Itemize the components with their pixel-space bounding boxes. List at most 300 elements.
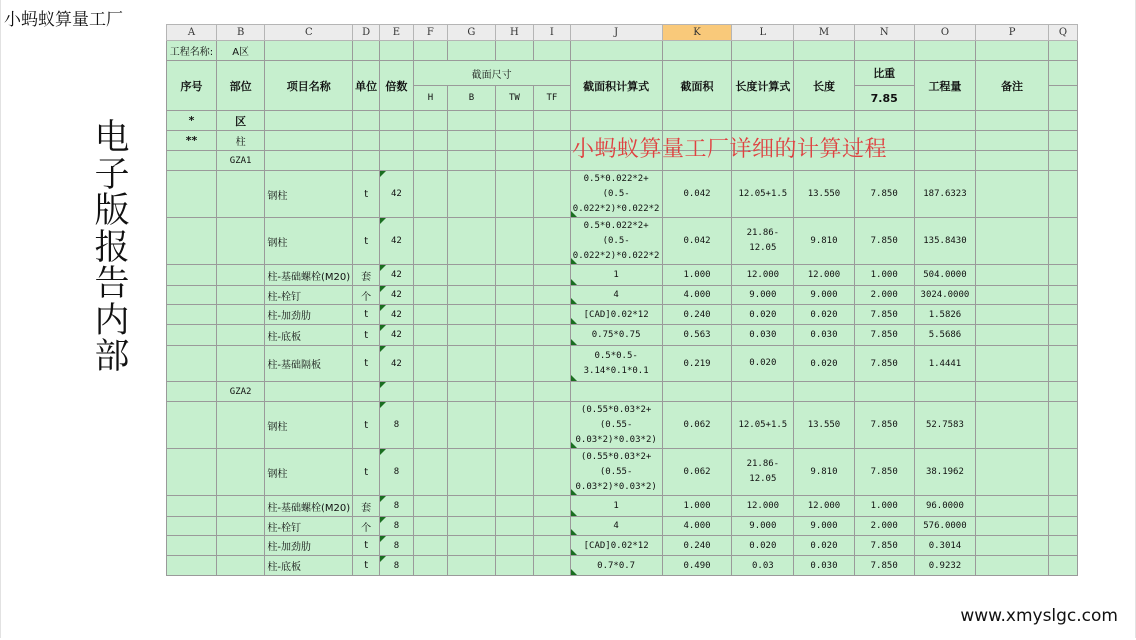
cell-mult[interactable]: 42	[380, 265, 414, 286]
cell-area[interactable]: 4.000	[662, 286, 732, 305]
cell[interactable]	[1048, 61, 1077, 86]
cell[interactable]	[1048, 171, 1077, 218]
cell-tf[interactable]	[534, 325, 571, 346]
cell[interactable]	[1048, 41, 1077, 61]
header-tw[interactable]: TW	[495, 86, 533, 111]
cell[interactable]	[1048, 536, 1077, 556]
cell-area[interactable]: 0.219	[662, 346, 732, 382]
cell-h[interactable]	[413, 449, 447, 496]
cell-remark[interactable]	[976, 305, 1049, 325]
cell-quantity[interactable]: 576.0000	[914, 517, 975, 536]
cell-seq[interactable]	[167, 449, 217, 496]
project-label[interactable]: 工程名称:	[167, 41, 217, 61]
cell-unit[interactable]: t	[353, 449, 380, 496]
header-density-label[interactable]: 比重	[854, 61, 914, 86]
cell-tf[interactable]	[534, 171, 571, 218]
cell-length[interactable]: 13.550	[794, 402, 854, 449]
cell-mult[interactable]: 42	[380, 218, 414, 265]
cell[interactable]	[353, 151, 380, 171]
cell-seq[interactable]	[167, 517, 217, 536]
cell[interactable]	[1048, 286, 1077, 305]
col-header-b[interactable]: B	[216, 25, 265, 41]
cell-tf[interactable]	[534, 449, 571, 496]
cell[interactable]	[413, 151, 447, 171]
group-name[interactable]: GZA1	[216, 151, 265, 171]
cell-remark[interactable]	[976, 325, 1049, 346]
cell-b[interactable]	[448, 402, 496, 449]
cell-b[interactable]	[448, 449, 496, 496]
header-quantity[interactable]: 工程量	[914, 61, 975, 111]
cell-tw[interactable]	[495, 496, 533, 517]
cell-density[interactable]: 2.000	[854, 517, 914, 536]
cell-len-formula[interactable]: 0.03	[732, 556, 794, 576]
header-item[interactable]: 项目名称	[265, 61, 353, 111]
cell-remark[interactable]	[976, 517, 1049, 536]
cell-tf[interactable]	[534, 402, 571, 449]
cell-unit[interactable]: 套	[353, 496, 380, 517]
cell-area[interactable]: 0.062	[662, 449, 732, 496]
cell[interactable]	[448, 41, 496, 61]
cell-part[interactable]	[216, 346, 265, 382]
col-header-n[interactable]: N	[854, 25, 914, 41]
cell-tw[interactable]	[495, 218, 533, 265]
cell-mult[interactable]: 42	[380, 171, 414, 218]
cell-b[interactable]	[448, 325, 496, 346]
cell-mult[interactable]: 8	[380, 496, 414, 517]
cell-density[interactable]: 7.850	[854, 305, 914, 325]
cell[interactable]	[495, 111, 533, 131]
cell[interactable]	[534, 151, 571, 171]
cell[interactable]	[534, 41, 571, 61]
header-tf[interactable]: TF	[534, 86, 571, 111]
cell[interactable]	[448, 382, 496, 402]
cell[interactable]	[380, 41, 414, 61]
spreadsheet[interactable]	[166, 24, 1078, 588]
cell[interactable]	[167, 151, 217, 171]
cell-len-formula[interactable]: 21.86-12.05	[732, 218, 794, 265]
cell-tf[interactable]	[534, 286, 571, 305]
cell[interactable]	[1048, 111, 1077, 131]
cell-part[interactable]	[216, 265, 265, 286]
cell[interactable]	[495, 131, 533, 151]
cell-quantity[interactable]: 0.9232	[914, 556, 975, 576]
cell-part[interactable]	[216, 286, 265, 305]
cell-length[interactable]: 0.020	[794, 536, 854, 556]
col-header-o[interactable]: O	[914, 25, 975, 41]
cell-seq[interactable]	[167, 305, 217, 325]
cell-remark[interactable]	[976, 218, 1049, 265]
cell[interactable]	[1048, 218, 1077, 265]
marker-seq[interactable]: **	[167, 131, 217, 151]
cell-length[interactable]: 12.000	[794, 265, 854, 286]
col-header-q[interactable]: Q	[1048, 25, 1077, 41]
cell-area[interactable]: 0.042	[662, 171, 732, 218]
header-seq[interactable]: 序号	[167, 61, 217, 111]
cell-quantity[interactable]: 187.6323	[914, 171, 975, 218]
cell-mult[interactable]: 8	[380, 449, 414, 496]
cell-unit[interactable]: t	[353, 536, 380, 556]
cell-item[interactable]: 柱-基础螺栓(M20)	[265, 265, 353, 286]
cell-unit[interactable]: t	[353, 171, 380, 218]
cell-length[interactable]: 9.810	[794, 218, 854, 265]
cell[interactable]	[495, 41, 533, 61]
cell[interactable]	[1048, 131, 1077, 151]
cell-h[interactable]	[413, 496, 447, 517]
cell-tw[interactable]	[495, 402, 533, 449]
cell-b[interactable]	[448, 517, 496, 536]
cell-seq[interactable]	[167, 556, 217, 576]
cell-density[interactable]: 7.850	[854, 449, 914, 496]
cell[interactable]	[570, 111, 662, 131]
cell[interactable]	[914, 151, 975, 171]
cell-b[interactable]	[448, 218, 496, 265]
cell-part[interactable]	[216, 402, 265, 449]
cell-density[interactable]: 7.850	[854, 402, 914, 449]
cell-tf[interactable]	[534, 305, 571, 325]
cell[interactable]	[914, 111, 975, 131]
cell-area-formula[interactable]: 0.7*0.7	[570, 556, 662, 576]
header-mult[interactable]: 倍数	[380, 61, 414, 111]
cell-mult[interactable]: 8	[380, 517, 414, 536]
col-header-m[interactable]: M	[794, 25, 854, 41]
cell[interactable]	[570, 382, 662, 402]
cell-h[interactable]	[413, 556, 447, 576]
cell-quantity[interactable]: 1.4441	[914, 346, 975, 382]
header-density-value[interactable]: 7.85	[854, 86, 914, 111]
col-header-p[interactable]: P	[976, 25, 1049, 41]
cell[interactable]	[794, 41, 854, 61]
cell-mult[interactable]: 8	[380, 556, 414, 576]
cell-area-formula[interactable]: 0.5*0.022*2+(0.5-0.022*2)*0.022*2	[570, 218, 662, 265]
cell-tw[interactable]	[495, 305, 533, 325]
cell-h[interactable]	[413, 517, 447, 536]
cell-area-formula[interactable]: 1	[570, 496, 662, 517]
cell[interactable]	[1048, 449, 1077, 496]
cell-length[interactable]: 12.000	[794, 496, 854, 517]
cell-unit[interactable]: t	[353, 556, 380, 576]
cell[interactable]	[662, 382, 732, 402]
col-header-e[interactable]: E	[380, 25, 414, 41]
cell-density[interactable]: 1.000	[854, 265, 914, 286]
cell[interactable]	[732, 382, 794, 402]
cell-h[interactable]	[413, 305, 447, 325]
header-len-formula[interactable]: 长度计算式	[732, 61, 794, 111]
cell[interactable]	[413, 41, 447, 61]
header-part[interactable]: 部位	[216, 61, 265, 111]
cell-density[interactable]: 7.850	[854, 556, 914, 576]
cell[interactable]	[854, 382, 914, 402]
cell-area-formula[interactable]: [CAD]0.02*12	[570, 536, 662, 556]
cell-len-formula[interactable]: 12.000	[732, 265, 794, 286]
cell-tw[interactable]	[495, 346, 533, 382]
cell-tf[interactable]	[534, 346, 571, 382]
marker-part[interactable]: 区	[216, 111, 265, 131]
cell[interactable]	[380, 382, 414, 402]
cell[interactable]	[1048, 265, 1077, 286]
cell-area[interactable]: 4.000	[662, 517, 732, 536]
cell-tf[interactable]	[534, 496, 571, 517]
cell[interactable]	[976, 151, 1049, 171]
cell-part[interactable]	[216, 325, 265, 346]
header-b[interactable]: B	[448, 86, 496, 111]
cell-area-formula[interactable]: 1	[570, 265, 662, 286]
cell[interactable]	[570, 41, 662, 61]
cell-h[interactable]	[413, 346, 447, 382]
cell[interactable]	[662, 41, 732, 61]
cell[interactable]	[976, 131, 1049, 151]
cell-area-formula[interactable]: (0.55*0.03*2+(0.55-0.03*2)*0.03*2)	[570, 402, 662, 449]
cell-remark[interactable]	[976, 449, 1049, 496]
cell-h[interactable]	[413, 325, 447, 346]
cell-b[interactable]	[448, 171, 496, 218]
cell-h[interactable]	[413, 536, 447, 556]
cell[interactable]	[265, 111, 353, 131]
col-header-j[interactable]: J	[570, 25, 662, 41]
cell-len-formula[interactable]: 0.020	[732, 536, 794, 556]
header-area[interactable]: 截面积	[662, 61, 732, 111]
cell[interactable]	[448, 111, 496, 131]
header-remark[interactable]: 备注	[976, 61, 1049, 111]
group-name[interactable]: GZA2	[216, 382, 265, 402]
cell-b[interactable]	[448, 346, 496, 382]
cell-len-formula[interactable]: 21.86-12.05	[732, 449, 794, 496]
cell-length[interactable]: 13.550	[794, 171, 854, 218]
cell-item[interactable]: 柱-加劲肋	[265, 536, 353, 556]
cell-b[interactable]	[448, 536, 496, 556]
cell-tf[interactable]	[534, 536, 571, 556]
cell[interactable]	[794, 111, 854, 131]
cell-area-formula[interactable]: [CAD]0.02*12	[570, 305, 662, 325]
cell-tf[interactable]	[534, 218, 571, 265]
cell[interactable]	[448, 151, 496, 171]
cell-b[interactable]	[448, 286, 496, 305]
cell-unit[interactable]: t	[353, 402, 380, 449]
cell-b[interactable]	[448, 556, 496, 576]
cell[interactable]	[1048, 346, 1077, 382]
cell[interactable]	[495, 151, 533, 171]
cell-unit[interactable]: 个	[353, 286, 380, 305]
cell-mult[interactable]: 8	[380, 402, 414, 449]
cell[interactable]	[265, 131, 353, 151]
cell-unit[interactable]: t	[353, 346, 380, 382]
cell-quantity[interactable]: 52.7583	[914, 402, 975, 449]
cell-tw[interactable]	[495, 325, 533, 346]
col-header-i[interactable]: I	[534, 25, 571, 41]
cell-h[interactable]	[413, 218, 447, 265]
project-value[interactable]: A区	[216, 41, 265, 61]
cell-item[interactable]: 钢柱	[265, 402, 353, 449]
cell-density[interactable]: 7.850	[854, 346, 914, 382]
header-area-formula[interactable]: 截面积计算式	[570, 61, 662, 111]
cell[interactable]	[413, 382, 447, 402]
col-header-k[interactable]: K	[662, 25, 732, 41]
cell-quantity[interactable]: 1.5826	[914, 305, 975, 325]
cell-length[interactable]: 0.030	[794, 556, 854, 576]
cell-tw[interactable]	[495, 449, 533, 496]
cell-seq[interactable]	[167, 496, 217, 517]
cell-mult[interactable]: 42	[380, 325, 414, 346]
cell-unit[interactable]: 套	[353, 265, 380, 286]
header-length[interactable]: 长度	[794, 61, 854, 111]
cell-tw[interactable]	[495, 265, 533, 286]
cell-seq[interactable]	[167, 402, 217, 449]
marker-part[interactable]: 柱	[216, 131, 265, 151]
cell-remark[interactable]	[976, 556, 1049, 576]
cell-len-formula[interactable]: 9.000	[732, 517, 794, 536]
cell[interactable]	[534, 111, 571, 131]
cell-area[interactable]: 0.490	[662, 556, 732, 576]
cell-unit[interactable]: t	[353, 218, 380, 265]
cell-part[interactable]	[216, 171, 265, 218]
cell-remark[interactable]	[976, 265, 1049, 286]
cell-remark[interactable]	[976, 171, 1049, 218]
cell[interactable]	[1048, 496, 1077, 517]
cell-remark[interactable]	[976, 496, 1049, 517]
cell-area-formula[interactable]: (0.55*0.03*2+(0.55-0.03*2)*0.03*2)	[570, 449, 662, 496]
cell[interactable]	[914, 41, 975, 61]
header-h[interactable]: H	[413, 86, 447, 111]
cell[interactable]	[413, 111, 447, 131]
cell-length[interactable]: 0.020	[794, 346, 854, 382]
cell-item[interactable]: 柱-底板	[265, 325, 353, 346]
cell-tf[interactable]	[534, 556, 571, 576]
cell-area-formula[interactable]: 4	[570, 286, 662, 305]
cell[interactable]	[976, 382, 1049, 402]
cell[interactable]	[1048, 382, 1077, 402]
cell[interactable]	[1048, 402, 1077, 449]
col-header-l[interactable]: L	[732, 25, 794, 41]
cell[interactable]	[265, 41, 353, 61]
cell-density[interactable]: 1.000	[854, 496, 914, 517]
cell-b[interactable]	[448, 265, 496, 286]
cell-len-formula[interactable]: 12.000	[732, 496, 794, 517]
cell-unit[interactable]: t	[353, 325, 380, 346]
cell[interactable]	[448, 131, 496, 151]
cell-density[interactable]: 7.850	[854, 171, 914, 218]
cell-mult[interactable]: 8	[380, 536, 414, 556]
cell[interactable]	[732, 41, 794, 61]
cell[interactable]	[854, 41, 914, 61]
cell-len-formula[interactable]: 9.000	[732, 286, 794, 305]
col-header-d[interactable]: D	[353, 25, 380, 41]
cell-unit[interactable]: t	[353, 305, 380, 325]
cell-item[interactable]: 钢柱	[265, 449, 353, 496]
cell-area[interactable]: 0.240	[662, 305, 732, 325]
cell-density[interactable]: 2.000	[854, 286, 914, 305]
cell-area[interactable]: 0.240	[662, 536, 732, 556]
cell-part[interactable]	[216, 218, 265, 265]
cell[interactable]	[353, 41, 380, 61]
cell-seq[interactable]	[167, 265, 217, 286]
cell-part[interactable]	[216, 536, 265, 556]
cell-tw[interactable]	[495, 517, 533, 536]
cell-len-formula[interactable]: 12.05+1.5	[732, 402, 794, 449]
cell-item[interactable]: 柱-栓钉	[265, 517, 353, 536]
cell-mult[interactable]: 42	[380, 286, 414, 305]
cell-area-formula[interactable]: 4	[570, 517, 662, 536]
cell-area[interactable]: 0.062	[662, 402, 732, 449]
cell[interactable]	[1048, 556, 1077, 576]
col-header-a[interactable]: A	[167, 25, 217, 41]
cell[interactable]	[380, 131, 414, 151]
cell-length[interactable]: 9.810	[794, 449, 854, 496]
cell-len-formula[interactable]: 12.05+1.5	[732, 171, 794, 218]
col-header-f[interactable]: F	[413, 25, 447, 41]
cell-tw[interactable]	[495, 286, 533, 305]
cell[interactable]	[353, 111, 380, 131]
cell-part[interactable]	[216, 556, 265, 576]
cell-quantity[interactable]: 5.5686	[914, 325, 975, 346]
cell-seq[interactable]	[167, 218, 217, 265]
cell-item[interactable]: 柱-加劲肋	[265, 305, 353, 325]
cell-len-formula[interactable]: 0.030	[732, 325, 794, 346]
cell-density[interactable]: 7.850	[854, 325, 914, 346]
cell[interactable]	[976, 111, 1049, 131]
cell-quantity[interactable]: 504.0000	[914, 265, 975, 286]
cell-mult[interactable]: 42	[380, 305, 414, 325]
cell-h[interactable]	[413, 402, 447, 449]
header-section[interactable]: 截面尺寸	[413, 61, 570, 86]
header-unit[interactable]: 单位	[353, 61, 380, 111]
cell-item[interactable]: 柱-基础隔板	[265, 346, 353, 382]
cell[interactable]	[794, 382, 854, 402]
spreadsheet-grid[interactable]	[166, 24, 1078, 576]
cell-density[interactable]: 7.850	[854, 218, 914, 265]
col-header-h[interactable]: H	[495, 25, 533, 41]
cell-area[interactable]: 0.042	[662, 218, 732, 265]
cell[interactable]	[1048, 151, 1077, 171]
cell-mult[interactable]: 42	[380, 346, 414, 382]
cell-tw[interactable]	[495, 171, 533, 218]
cell-part[interactable]	[216, 496, 265, 517]
cell-h[interactable]	[413, 286, 447, 305]
cell-length[interactable]: 9.000	[794, 286, 854, 305]
cell[interactable]	[534, 382, 571, 402]
cell[interactable]	[854, 111, 914, 131]
cell-remark[interactable]	[976, 346, 1049, 382]
cell-seq[interactable]	[167, 171, 217, 218]
cell-quantity[interactable]: 96.0000	[914, 496, 975, 517]
cell-quantity[interactable]: 38.1962	[914, 449, 975, 496]
cell-length[interactable]: 0.030	[794, 325, 854, 346]
cell[interactable]	[265, 151, 353, 171]
cell[interactable]	[1048, 305, 1077, 325]
cell[interactable]	[662, 111, 732, 131]
marker-seq[interactable]: *	[167, 111, 217, 131]
cell-b[interactable]	[448, 496, 496, 517]
cell[interactable]	[914, 131, 975, 151]
cell-h[interactable]	[413, 265, 447, 286]
cell-part[interactable]	[216, 517, 265, 536]
cell-tf[interactable]	[534, 265, 571, 286]
cell-area[interactable]: 1.000	[662, 496, 732, 517]
cell-h[interactable]	[413, 171, 447, 218]
cell[interactable]	[353, 131, 380, 151]
cell-part[interactable]	[216, 305, 265, 325]
cell-seq[interactable]	[167, 286, 217, 305]
cell-quantity[interactable]: 3024.0000	[914, 286, 975, 305]
cell-area-formula[interactable]: 0.75*0.75	[570, 325, 662, 346]
cell-len-formula[interactable]: 0.020	[732, 346, 794, 382]
col-header-g[interactable]: G	[448, 25, 496, 41]
cell-len-formula[interactable]: 0.020	[732, 305, 794, 325]
cell-item[interactable]: 钢柱	[265, 218, 353, 265]
cell-item[interactable]: 柱-底板	[265, 556, 353, 576]
cell-seq[interactable]	[167, 325, 217, 346]
col-header-c[interactable]: C	[265, 25, 353, 41]
cell-part[interactable]	[216, 449, 265, 496]
cell-item[interactable]: 钢柱	[265, 171, 353, 218]
